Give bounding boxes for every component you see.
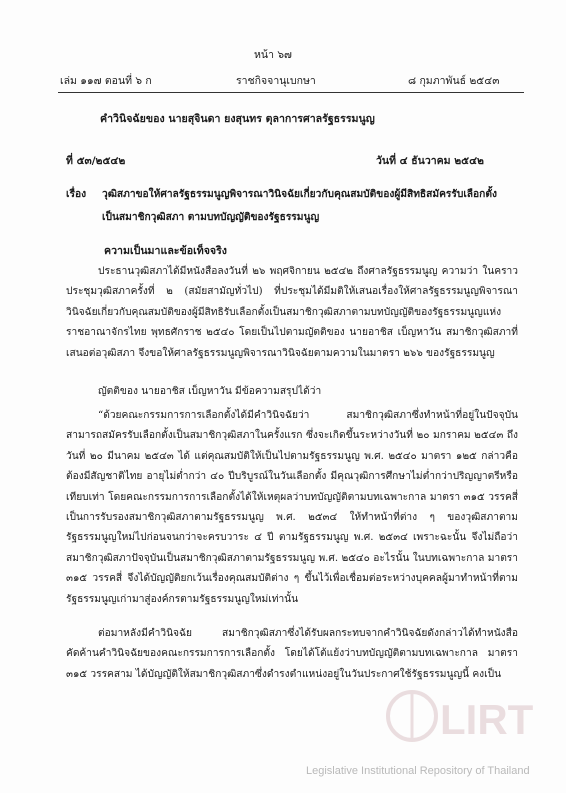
- lirt-logo-watermark: [384, 668, 534, 758]
- section-heading: ความเป็นมาและข้อเท็จจริง: [104, 245, 227, 257]
- paragraph-4: ต่อมาหลังมีคำวินิจฉัย สมาชิกวุฒิสภาซึ่งได้รับผลกระทบจากคำวินิจฉัยดังกล่าวได้ทำหนังสือคัดค้านคำวินิจฉัยของคณะกรรมการการเลือกตั้ง โดยได้โต้แย้งว่าบทบัญญัติตามบทเฉพาะกาล มาตรา ๓๑๕ วรรคสาม ได้บัญญัติให้สมาชิกวุฒิสภาซึ่งดำรงตำแหน่งอยู่ในวันประกาศใช้รัฐธรรมนูญนี้ คงเป็น: [66, 628, 518, 680]
- decision-ref-date: วันที่ ๔ ธันวาคม ๒๕๔๒: [376, 155, 484, 167]
- repository-caption: Legislative Institutional Repository of Thailand: [306, 765, 530, 777]
- decision-ref-number: ที่ ๕๓/๒๕๔๒: [66, 155, 126, 167]
- gazette-name: ราชกิจจานุเบกษา: [236, 75, 316, 87]
- page-number: หน้า ๖๗: [254, 49, 292, 61]
- gazette-date: ๘ กุมภาพันธ์ ๒๕๔๓: [408, 75, 500, 87]
- subject-line-2: เป็นสมาชิกวุฒิสภา ตามบทบัญญัติของรัฐธรรมนูญ: [102, 211, 320, 223]
- subject-line-1: วุฒิสภาขอให้ศาลรัฐธรรมนูญพิจารณาวินิจฉัยเกี่ยวกับคุณสมบัติของผู้มีสิทธิสมัครรับเลือกตั้ง: [102, 188, 497, 200]
- paragraph-3: “ด้วยคณะกรรมการการเลือกตั้งได้มีคำวินิจฉัยว่า สมาชิกวุฒิสภาซึ่งทำหน้าที่อยู่ในปัจจุบันสามารถสมัครรับเลือกตั้งเป็นสมาชิกวุฒิสภาในครั้งแรก ซึ่งจะเกิดขึ้นระหว่างวันที่ ๒๐ มกราคม ๒๕๔๓ ถึงวันที่ ๒๐ มีนาคม ๒๕๔๓ ได้ แต่คุณสมบัติให้เป็นไปตามรัฐธรรมนูญ พ.ศ. ๒๕๔๐ มาตรา ๑๒๕ กล่าวคือ ต้องมีสัญชาติไทย อายุไม่ต่ำกว่า ๔๐ ปีบริบูรณ์ในวันเลือกตั้ง มีคุณวุฒิการศึกษาไม่ต่ำกว่าปริญญาตรีหรือเทียบเท่า โดยคณะกรรมการการเลือกตั้งได้ให้เหตุผลว่าบทบัญญัติตามบทเฉพาะกาล มาตรา ๓๑๕ วรรคสี่ เป็นการรับรองสมาชิกวุฒิสภาตามรัฐธรรมนูญ พ.ศ. ๒๕๓๔ ให้ทำหน้าที่ต่าง ๆ ของวุฒิสภาตามรัฐธรรมนูญใหม่ไปก่อนจนกว่าจะครบวาระ ๔ ปี ตามรัฐธรรมนูญ พ.ศ. ๒๕๓๔ เพราะฉะนั้น จึงไม่ถือว่าสมาชิกวุฒิสภาปัจจุบันเป็นสมาชิกวุฒิสภาตามรัฐธรรมนูญ พ.ศ. ๒๕๔๐ อะไรนั้น ในบทเฉพาะกาล มาตรา ๓๑๕ วรรคสี่ จึงได้บัญญัติยกเว้นเรื่องคุณสมบัติต่าง ๆ ขึ้นไว้เพื่อเชื่อมต่อระหว่างบุคคลผู้มาทำหน้าที่ตามรัฐธรรมนูญเก่ามาสู่องค์กรตามรัฐธรรมนูญใหม่เท่านั้น: [66, 410, 518, 605]
- decision-title: คำวินิจฉัยของ นายสุจินดา ยงสุนทร ตุลาการศาลรัฐธรรมนูญ: [100, 113, 375, 125]
- volume-issue: เล่ม ๑๑๗ ตอนที่ ๖ ก: [60, 75, 152, 87]
- lirt-logo-text: LIRT: [440, 696, 534, 743]
- paragraph-1: ประธานวุฒิสภาได้มีหนังสือลงวันที่ ๒๖ พฤศจิกายน ๒๕๔๒ ถึงศาลรัฐธรรมนูญ ความว่า ในคราวประชุมวุฒิสภาครั้งที่ ๒ (สมัยสามัญทั่วไป) ที่ประชุมได้มีมติให้เสนอเรื่องให้ศาลรัฐธรรมนูญพิจารณาวินิจฉัยเกี่ยวกับคุณสมบัติของผู้มีสิทธิรับเลือกตั้งเป็นสมาชิกวุฒิสภาตามบทบัญญัติของรัฐธรรมนูญแห่งราชอาณาจักรไทย พุทธศักราช ๒๕๔๐ โดยเป็นไปตามญัตติของ นายอาชิส เบ็ญหาวัน สมาชิกวุฒิสภาที่เสนอต่อวุฒิสภา จึงขอให้ศาลรัฐธรรมนูญพิจารณาวินิจฉัยตามความในมาตรา ๒๖๖ ของรัฐธรรมนูญ: [66, 266, 518, 359]
- header-rule: [58, 92, 524, 93]
- subject-label: เรื่อง: [66, 188, 87, 200]
- paragraph-2: ญัตติของ นายอาชิส เบ็ญหาวัน มีข้อความสรุปได้ว่า: [98, 386, 322, 397]
